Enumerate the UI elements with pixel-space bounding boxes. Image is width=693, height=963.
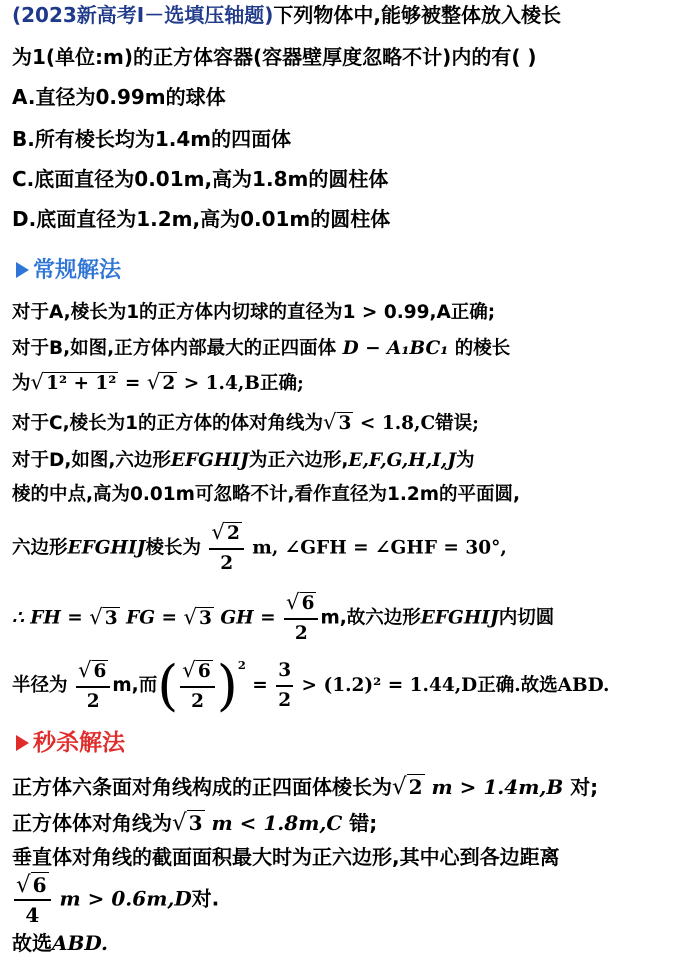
text: 对于D,如图,六边形: [12, 450, 171, 471]
solution-d-line-2: 棱的中点,高为0.01m可忽略不计,看作直径为1.2m的平面圆,: [12, 484, 521, 505]
solution-d-line-1: [12, 448, 475, 474]
math-hexagon: EFGHIJ: [67, 537, 146, 559]
radicand: 2: [408, 775, 423, 799]
equals: =: [124, 373, 141, 394]
fraction: $\frac{√ 2}{2}$: [209, 520, 243, 577]
quick-line-3: 垂直体对角线的截面面积最大时为正六边形,其中心到各边距离: [12, 845, 560, 869]
math: m < 1.8m,C: [211, 811, 343, 835]
quick-line-5: [12, 930, 108, 956]
denominator: 2: [191, 690, 204, 712]
text: 正方体六条面对角线构成的正四面体棱长为: [12, 775, 392, 799]
text: 对于B,如图,正方体内部最大的正四面体: [12, 338, 337, 359]
text: 为正六边形,: [248, 450, 349, 471]
solution-b-line-1: [12, 336, 510, 362]
math: FG =: [126, 607, 177, 629]
quick-line-2: [12, 810, 377, 836]
option-a: A.直径为0.99m的球体: [12, 85, 226, 109]
sqrt-expression: √ 3: [172, 810, 203, 836]
math: GH =: [220, 607, 276, 629]
math-hexagon: EFGHIJ: [420, 607, 499, 629]
text: 对于C,棱长为1的正方体的体对角线为: [12, 413, 323, 434]
problem-line-2: 为1(单位:m)的正方体容器(容器壁厚度忽略不计)内的有( ): [12, 45, 537, 69]
text: 错;: [349, 811, 378, 835]
fraction: [276, 658, 293, 714]
text: m, ∠GFH = ∠GHF = 30°,: [252, 537, 507, 559]
solution-d-line-5: 半径为 $\frac{√ 6}{2}$ m,而( $\frac{√ 6}{2}$ )$^2$ = $\frac{3}{2}$ > (1.2)² = 1.44,D正确.故选ABD.: [12, 654, 610, 717]
radicand: 6: [301, 593, 315, 614]
fraction: $\frac{√ 6}{2}$: [284, 590, 318, 647]
text: 为: [12, 373, 31, 394]
text: m,故六边形: [320, 607, 421, 629]
math: m > 1.4m,B: [431, 775, 564, 799]
fraction: $\frac{√ 6}{2}$: [180, 658, 214, 715]
quick-line-4: [12, 872, 219, 928]
solution-d-line-4: [12, 590, 554, 647]
option-b: B.所有棱长均为1.4m的四面体: [12, 127, 292, 151]
option-d: D.底面直径为1.2m,高为0.01m的圆柱体: [12, 207, 391, 231]
text: 对;: [570, 775, 599, 799]
sqrt-expression: √ 3: [183, 604, 212, 630]
sqrt-expression: √ 1² + 1²: [30, 370, 117, 395]
equals: =: [252, 675, 268, 696]
denominator: 2: [220, 553, 234, 574]
triangle-marker-icon: [16, 735, 29, 751]
denominator: 2: [294, 623, 308, 644]
text: 内切圆: [498, 607, 555, 629]
text: 对.: [191, 886, 220, 911]
solution-b-line-2: [12, 370, 304, 397]
text: 正方体体对角线为: [12, 811, 172, 835]
open-paren: (: [12, 3, 22, 27]
math: m > 0.6m,D: [59, 886, 192, 911]
radicand: 1² + 1²: [46, 373, 117, 394]
radicand: 3: [199, 607, 212, 629]
math-answer: ABD.: [52, 931, 109, 955]
radicand: 3: [338, 413, 352, 434]
exponent: 2: [237, 658, 246, 672]
denominator: 4: [25, 903, 40, 927]
math-points: E,F,G,H,I,J: [348, 450, 456, 471]
text: m,而: [112, 675, 158, 696]
text: 六边形: [12, 537, 68, 559]
text: > (1.2)² = 1.44,D正确.故选ABD.: [301, 675, 610, 696]
math: ∴ FH =: [12, 607, 83, 629]
radicand: 2: [162, 373, 176, 394]
solution-c: [12, 410, 479, 437]
text: < 1.8,C错误;: [359, 413, 479, 434]
section-title-regular: [16, 258, 121, 284]
radicand: 3: [188, 811, 203, 835]
text: 棱长为: [145, 537, 201, 559]
text: > 1.4,B正确;: [183, 373, 304, 394]
section-title-text: 常规解法: [33, 258, 122, 283]
numerator: 3: [276, 658, 293, 687]
sqrt-expression: √ 2: [392, 774, 423, 800]
section-title-text: 秒杀解法: [33, 730, 125, 756]
math-tetrahedron: D − A₁BC₁: [342, 338, 449, 359]
text: 故选: [12, 931, 52, 955]
sqrt-expression: √ 3: [322, 410, 352, 435]
option-c: C.底面直径为0.01m,高为1.8m的圆柱体: [12, 167, 389, 191]
text: 为: [455, 450, 475, 471]
problem-line-1: [12, 2, 561, 28]
fraction: $\frac{√ 6}{2}$: [76, 658, 110, 715]
problem-source-tag: 2023新高考I－选填压轴题: [21, 3, 265, 27]
problem-text: 下列物体中,能够被整体放入棱长: [273, 3, 561, 27]
sqrt-expression: √ 2: [146, 370, 176, 395]
radicand: 2: [226, 523, 240, 544]
text: 的棱长: [454, 338, 511, 359]
sqrt-expression: √ 3: [89, 604, 118, 630]
radicand: 3: [104, 607, 118, 629]
denominator: 2: [278, 690, 292, 711]
quick-line-1: [12, 774, 598, 800]
denominator: 2: [86, 690, 100, 712]
solution-d-line-3: [12, 520, 507, 577]
solution-a: 对于A,棱长为1的正方体内切球的直径为1 > 0.99,A正确;: [12, 302, 496, 323]
radicand: 6: [197, 660, 211, 682]
radicand: 6: [93, 660, 107, 682]
triangle-marker-icon: [16, 262, 29, 278]
math-hexagon: EFGHIJ: [170, 450, 249, 471]
fraction: $\frac{√ 6}{4}$: [14, 872, 51, 928]
close-paren: ): [264, 3, 274, 27]
radicand: 6: [32, 873, 47, 897]
text: 半径为: [12, 675, 68, 696]
section-title-quick: [16, 730, 125, 756]
